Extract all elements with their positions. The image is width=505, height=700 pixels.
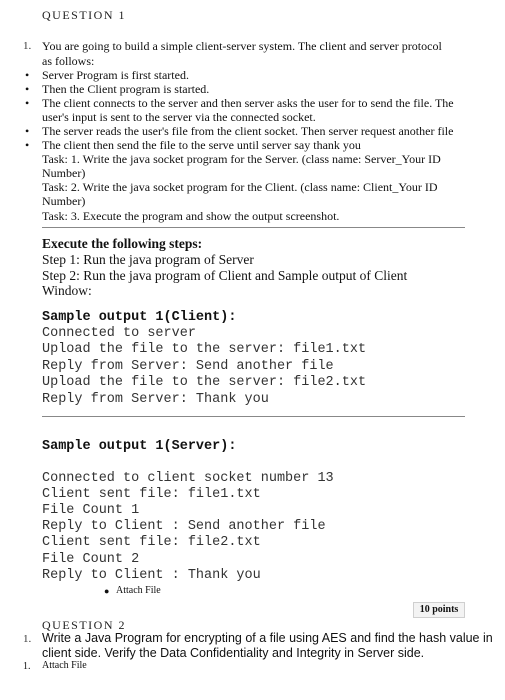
task-3: Task: 3. Execute the program and show the output screenshot. bbox=[42, 209, 340, 223]
question-1-heading: QUESTION 1 bbox=[42, 8, 126, 22]
points-badge: 10 points bbox=[413, 602, 465, 618]
attach-file-link[interactable]: Attach File bbox=[116, 585, 161, 596]
server-output-heading: Sample output 1(Server): bbox=[42, 439, 237, 454]
bullet-item: The client connects to the server and then server asks the user for to send the file. The bbox=[42, 96, 454, 110]
step-1: Step 1: Run the java program of Server bbox=[42, 252, 254, 267]
q2-number: 1. bbox=[23, 633, 32, 645]
task-1: Task: 1. Write the java socket program for the Server. (class name: Server_Your ID bbox=[42, 152, 441, 166]
bullet-dot: • bbox=[25, 82, 30, 96]
bullet-dot: • bbox=[25, 124, 30, 138]
intro-line-1: You are going to build a simple client-server system. The client and server protocol bbox=[42, 39, 442, 53]
step-2-continued: Window: bbox=[42, 283, 92, 298]
client-output-line: Connected to server bbox=[42, 326, 196, 341]
task-2: Task: 2. Write the java socket program for the Client. (class name: Client_Your ID bbox=[42, 180, 438, 194]
server-output-line: Client sent file: file2.txt bbox=[42, 535, 261, 550]
q2-line-2: client side. Verify the Data Confidentiality and Integrity in Server side. bbox=[42, 646, 425, 660]
bullet-item-continued: user's input is sent to the server via the connected socket. bbox=[42, 110, 316, 124]
client-output-heading: Sample output 1(Client): bbox=[42, 310, 237, 325]
divider bbox=[42, 416, 465, 417]
client-output-line: Upload the file to the server: file1.txt bbox=[42, 342, 367, 357]
intro-number: 1. bbox=[23, 40, 32, 52]
step-2: Step 2: Run the java program of Client and Sample output of Client bbox=[42, 268, 408, 283]
bullet-item: The server reads the user's file from the client socket. Then server request another file bbox=[42, 124, 454, 138]
server-output-line: File Count 2 bbox=[42, 552, 140, 567]
server-output-line: Client sent file: file1.txt bbox=[42, 487, 261, 502]
bullet-item: Server Program is first started. bbox=[42, 68, 189, 82]
q2-attach-file-link[interactable]: Attach File bbox=[42, 660, 87, 671]
bullet-dot: • bbox=[25, 68, 30, 82]
client-output-line: Upload the file to the server: file2.txt bbox=[42, 375, 367, 390]
q2-attach-number: 1. bbox=[23, 661, 31, 672]
client-output-line: Reply from Server: Thank you bbox=[42, 392, 269, 407]
divider bbox=[42, 227, 465, 228]
bullet-dot: • bbox=[25, 138, 30, 152]
bullet-item: The client then send the file to the serve until server say thank you bbox=[42, 138, 361, 152]
client-output-line: Reply from Server: Send another file bbox=[42, 359, 334, 374]
steps-heading: Execute the following steps: bbox=[42, 236, 203, 251]
task-1-continued: Number) bbox=[42, 166, 86, 180]
intro-line-2: as follows: bbox=[42, 54, 95, 68]
bullet-item: Then the Client program is started. bbox=[42, 82, 210, 96]
attach-bullet: ● bbox=[104, 586, 110, 596]
server-output-line: Reply to Client : Send another file bbox=[42, 519, 326, 534]
q2-line-1: Write a Java Program for encrypting of a file using AES and find the hash value in bbox=[42, 631, 493, 645]
server-output-line: File Count 1 bbox=[42, 503, 140, 518]
task-2-continued: Number) bbox=[42, 194, 86, 208]
bullet-dot: • bbox=[25, 96, 30, 110]
server-output-line: Reply to Client : Thank you bbox=[42, 568, 261, 583]
server-output-line: Connected to client socket number 13 bbox=[42, 471, 334, 486]
question-2-heading: QUESTION 2 bbox=[42, 618, 126, 632]
